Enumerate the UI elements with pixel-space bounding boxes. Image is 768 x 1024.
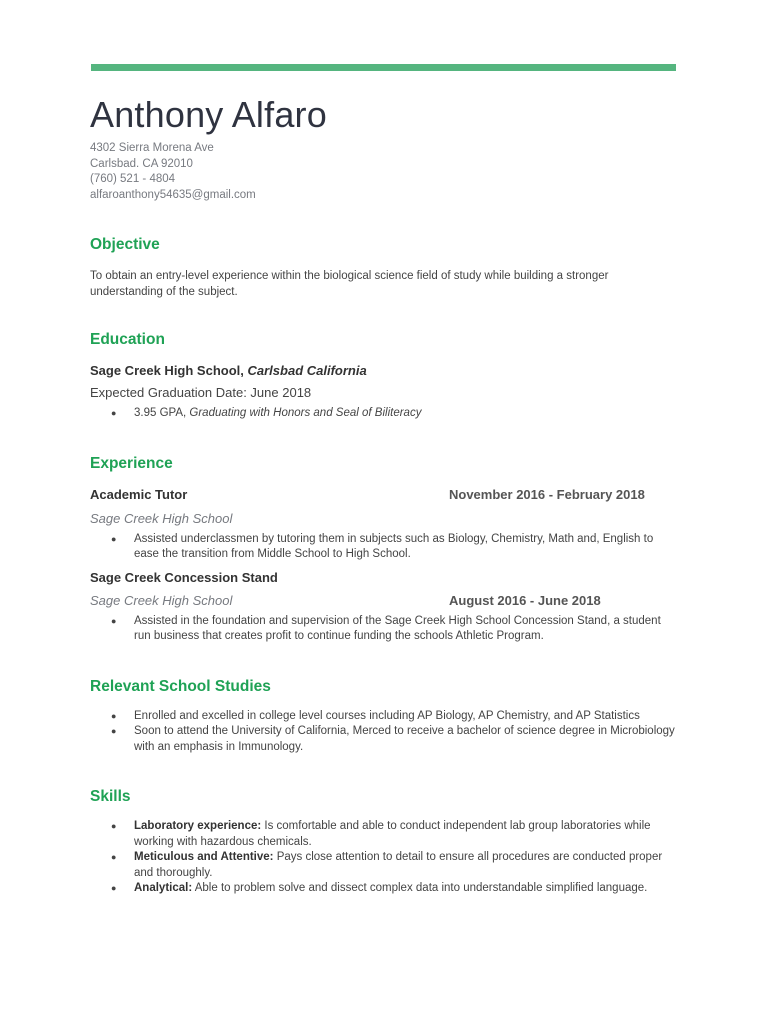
top-accent-bar	[91, 64, 676, 71]
job-1-bullets	[90, 532, 680, 563]
school-title	[90, 362, 680, 380]
job-2-header	[90, 569, 680, 587]
list-item	[90, 850, 680, 881]
objective-text: To obtain an entry-level experience within the biological science field of study while building a stronger understanding of the subject.	[90, 270, 609, 298]
list-item	[90, 881, 680, 897]
list-item	[90, 819, 680, 850]
job-2-subheader	[90, 592, 680, 610]
job-2-org: Sage Creek High School	[90, 592, 233, 608]
education-bullets	[90, 406, 680, 422]
school-name: Sage Creek High School,	[90, 363, 248, 378]
skill-label: Analytical:	[134, 882, 193, 894]
list-item	[90, 406, 680, 422]
objective-heading: Objective	[90, 236, 160, 253]
studies-heading: Relevant School Studies	[90, 677, 271, 695]
phone-number: (760) 521 - 4804	[90, 173, 176, 185]
list-item: ● Assisted in the foundation and supervision of the Sage Creek High School Concession Stand, a student run business that creates profit to continue funding the schools Athletic Program.	[90, 614, 680, 645]
job-1-header	[90, 486, 680, 504]
gpa-text: 3.95 GPA,	[134, 407, 190, 419]
list-item: ● Assisted underclassmen by tutoring them in subjects such as Biology, Chemistry, Math and, English to ease the transition from Middle School to High School.	[90, 532, 680, 563]
job-1-dates: November 2016 - February 2018	[449, 486, 645, 502]
list-item: ● Soon to attend the University of California, Merced to receive a bachelor of science degree in Microbiology with an emphasis in Immunology.	[90, 724, 680, 755]
candidate-name: Anthony Alfaro	[90, 94, 327, 135]
skills-heading: Skills	[90, 788, 131, 805]
school-location: Carlsbad California	[247, 363, 367, 378]
skill-text: Pays close attention to detail to ensure all procedures are conducted proper and thoroughly.	[134, 851, 663, 879]
job-2-dates: August 2016 - June 2018	[449, 592, 601, 608]
graduation-date: Expected Graduation Date: June 2018	[90, 385, 312, 400]
skill-text: Is comfortable and able to conduct independent lab group laboratories while working with hazardous chemicals.	[134, 820, 651, 848]
address-line-1: 4302 Sierra Morena Ave	[90, 142, 214, 154]
education-heading: Education	[90, 331, 165, 348]
address-line-2: Carlsbad. CA 92010	[90, 157, 193, 170]
honors-text: Graduating with Honors and Seal of Biliteracy	[189, 407, 422, 419]
contact-block	[90, 141, 680, 203]
skill-label: Meticulous and Attentive:	[134, 851, 274, 863]
experience-heading: Experience	[90, 454, 173, 472]
job-2-bullets	[90, 614, 680, 645]
job-1-org: Sage Creek High School	[90, 510, 233, 526]
email-address: alfaroanthony54635@gmail.com	[90, 188, 256, 201]
job-2-role: Sage Creek Concession Stand	[90, 569, 278, 585]
skills-bullets	[90, 819, 680, 897]
skill-text: Able to problem solve and dissect complex data into understandable simplified language.	[192, 882, 648, 894]
resume-content	[90, 93, 680, 897]
studies-bullets	[90, 709, 680, 756]
list-item: ● Enrolled and excelled in college level courses including AP Biology, AP Chemistry, and AP Statistics	[90, 709, 680, 725]
skill-label: Laboratory experience:	[134, 820, 262, 832]
job-1-role: Academic Tutor	[90, 486, 188, 502]
